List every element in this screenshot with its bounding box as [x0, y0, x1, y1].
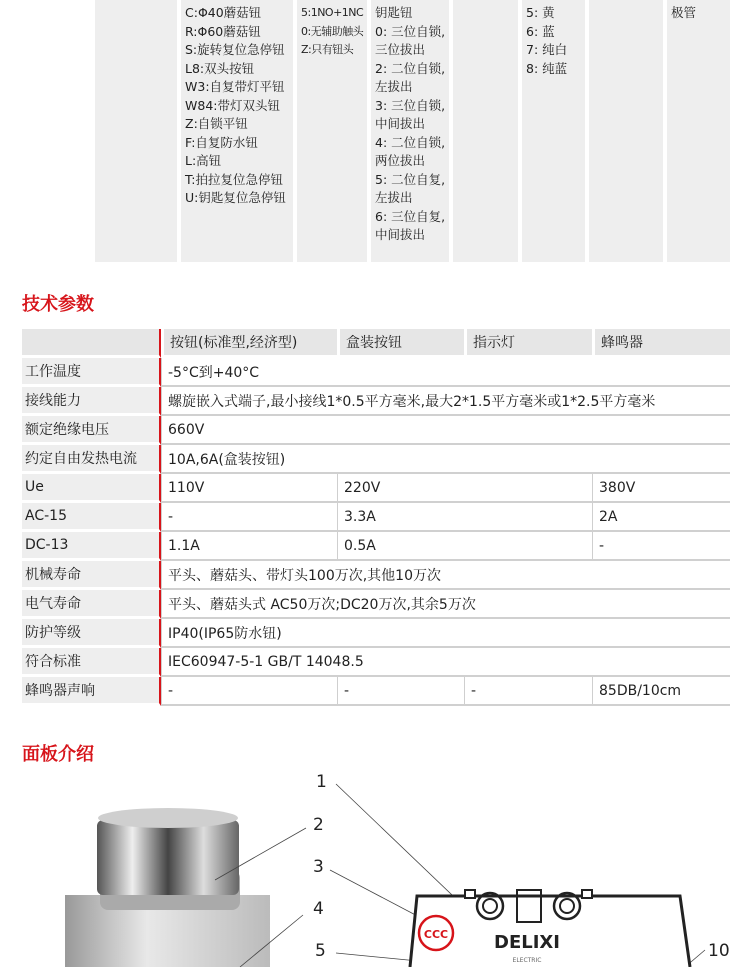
header-empty — [22, 329, 161, 358]
row-value: 220V — [337, 474, 592, 503]
model-code-column — [453, 0, 518, 262]
table-row — [22, 416, 730, 445]
model-code-item: R:Φ60蘑菇钮 — [185, 23, 261, 39]
ccc-text: CCC — [423, 928, 449, 941]
row-label: DC-13 — [22, 532, 161, 561]
model-code-item: 8: 纯蓝 — [526, 60, 568, 76]
tech-params-title: 技术参数 — [22, 294, 94, 315]
model-code-item: 钥匙钮 — [375, 5, 413, 20]
model-code-column — [297, 0, 367, 262]
model-code-item: 极管 — [671, 5, 697, 20]
row-value: 85DB/10cm — [592, 677, 730, 706]
model-code-item: 3: 三位自锁, — [375, 97, 446, 113]
table-row — [22, 677, 730, 706]
model-code-item: 两位拔出 — [375, 153, 426, 168]
model-code-item: W84:带灯双头钮 — [185, 97, 280, 113]
callout-5: 5 — [315, 941, 326, 961]
model-code-column — [667, 0, 730, 262]
row-value: - — [337, 677, 464, 706]
table-row — [22, 445, 730, 474]
row-value: 660V — [161, 416, 730, 445]
table-row — [22, 590, 730, 619]
row-label: AC-15 — [22, 503, 161, 532]
panel-diagram — [0, 770, 750, 967]
model-code-item: 0:无辅助触头 — [301, 24, 364, 38]
callout-1: 1 — [316, 772, 327, 792]
table-row — [22, 561, 730, 590]
model-code-column — [589, 0, 663, 262]
model-code-item: 中间拔出 — [375, 116, 426, 131]
model-code-item: F:自复防水钮 — [185, 134, 258, 150]
row-value: 10A,6A(盒装按钮) — [161, 445, 730, 474]
model-code-column — [522, 0, 585, 262]
model-code-item: 7: 纯白 — [526, 42, 568, 57]
row-value: - — [161, 503, 337, 532]
row-value: IEC60947-5-1 GB/T 14048.5 — [161, 648, 730, 677]
model-code-item: Z:只有钮头 — [301, 43, 354, 56]
header-indicator: 指示灯 — [464, 329, 592, 358]
row-value: 2A — [592, 503, 730, 532]
callout-4: 4 — [313, 899, 324, 919]
brand-logo: DELIXI — [494, 932, 560, 953]
row-label: Ue — [22, 474, 161, 503]
contact-block — [410, 890, 690, 967]
model-code-item: T:拍拉复位急停钮 — [185, 171, 283, 187]
model-code-item: 左拔出 — [375, 190, 413, 205]
table-row — [22, 648, 730, 677]
table-row — [22, 503, 730, 532]
row-value: 螺旋嵌入式端子,最小接线1*0.5平方毫米,最大2*1.5平方毫米或1*2.5平方毫米 — [161, 387, 730, 416]
row-value: 1.1A — [161, 532, 337, 561]
header-box-button: 盒装按钮 — [337, 329, 464, 358]
row-value: 平头、蘑菇头、带灯头100万次,其他10万次 — [161, 561, 730, 590]
model-code-item: L8:双头按钮 — [185, 60, 255, 76]
row-label: 符合标准 — [22, 648, 161, 677]
model-code-item: 5: 二位自复, — [375, 171, 446, 187]
table-row — [22, 387, 730, 416]
model-code-item: 三位拔出 — [375, 42, 426, 57]
table-row — [22, 358, 730, 387]
model-code-column — [95, 0, 177, 262]
row-value: IP40(IP65防水钮) — [161, 619, 730, 648]
model-code-item: 4: 二位自锁, — [375, 134, 446, 150]
model-code-column — [371, 0, 449, 262]
table-row — [22, 619, 730, 648]
table-header-row — [22, 329, 730, 358]
row-label: 约定自由发热电流 — [22, 445, 161, 474]
row-label: 电气寿命 — [22, 590, 161, 619]
model-code-item: Z:自锁平钮 — [185, 116, 248, 131]
row-value: 0.5A — [337, 532, 592, 561]
tech-params-table — [22, 329, 730, 706]
row-value: 380V — [592, 474, 730, 503]
row-value: - — [161, 677, 337, 706]
table-row — [22, 532, 730, 561]
model-code-column — [181, 0, 293, 262]
model-code-item: 中间拔出 — [375, 227, 426, 242]
row-label: 蜂鸣器声响 — [22, 677, 161, 706]
model-code-item: 0: 三位自锁, — [375, 23, 446, 39]
row-value: - — [592, 532, 730, 561]
header-button: 按钮(标准型,经济型) — [161, 329, 337, 358]
table-row — [22, 474, 730, 503]
model-code-item: W3:自复带灯平钮 — [185, 79, 285, 94]
panel-intro-title: 面板介绍 — [22, 744, 94, 765]
model-code-item: S:旋转复位急停钮 — [185, 42, 285, 57]
model-code-item: U:钥匙复位急停钮 — [185, 190, 286, 205]
row-label: 接线能力 — [22, 387, 161, 416]
callout-3: 3 — [313, 857, 324, 877]
model-code-item: 5: 黄 — [526, 5, 555, 20]
row-value: 平头、蘑菇头式 AC50万次;DC20万次,其余5万次 — [161, 590, 730, 619]
button-photo — [65, 808, 270, 967]
header-buzzer: 蜂鸣器 — [592, 329, 730, 358]
row-value: 110V — [161, 474, 337, 503]
model-code-item: 6: 三位自复, — [375, 208, 446, 224]
row-label: 防护等级 — [22, 619, 161, 648]
row-value: - — [464, 677, 592, 706]
model-code-item: 2: 二位自锁, — [375, 60, 446, 76]
model-code-item: C:Φ40蘑菇钮 — [185, 5, 262, 20]
row-label: 额定绝缘电压 — [22, 416, 161, 445]
model-code-item: 6: 蓝 — [526, 23, 555, 39]
brand-sub: ELECTRIC — [512, 957, 542, 964]
row-value: 3.3A — [337, 503, 592, 532]
callout-10: 10 — [708, 941, 730, 961]
model-code-item: 左拔出 — [375, 79, 413, 94]
row-value: -5°C到+40°C — [161, 358, 730, 387]
row-label: 机械寿命 — [22, 561, 161, 590]
row-label: 工作温度 — [22, 358, 161, 387]
model-code-item: 5:1NO+1NC — [301, 6, 364, 19]
model-code-item: L:高钮 — [185, 153, 222, 168]
callout-2: 2 — [313, 815, 324, 835]
